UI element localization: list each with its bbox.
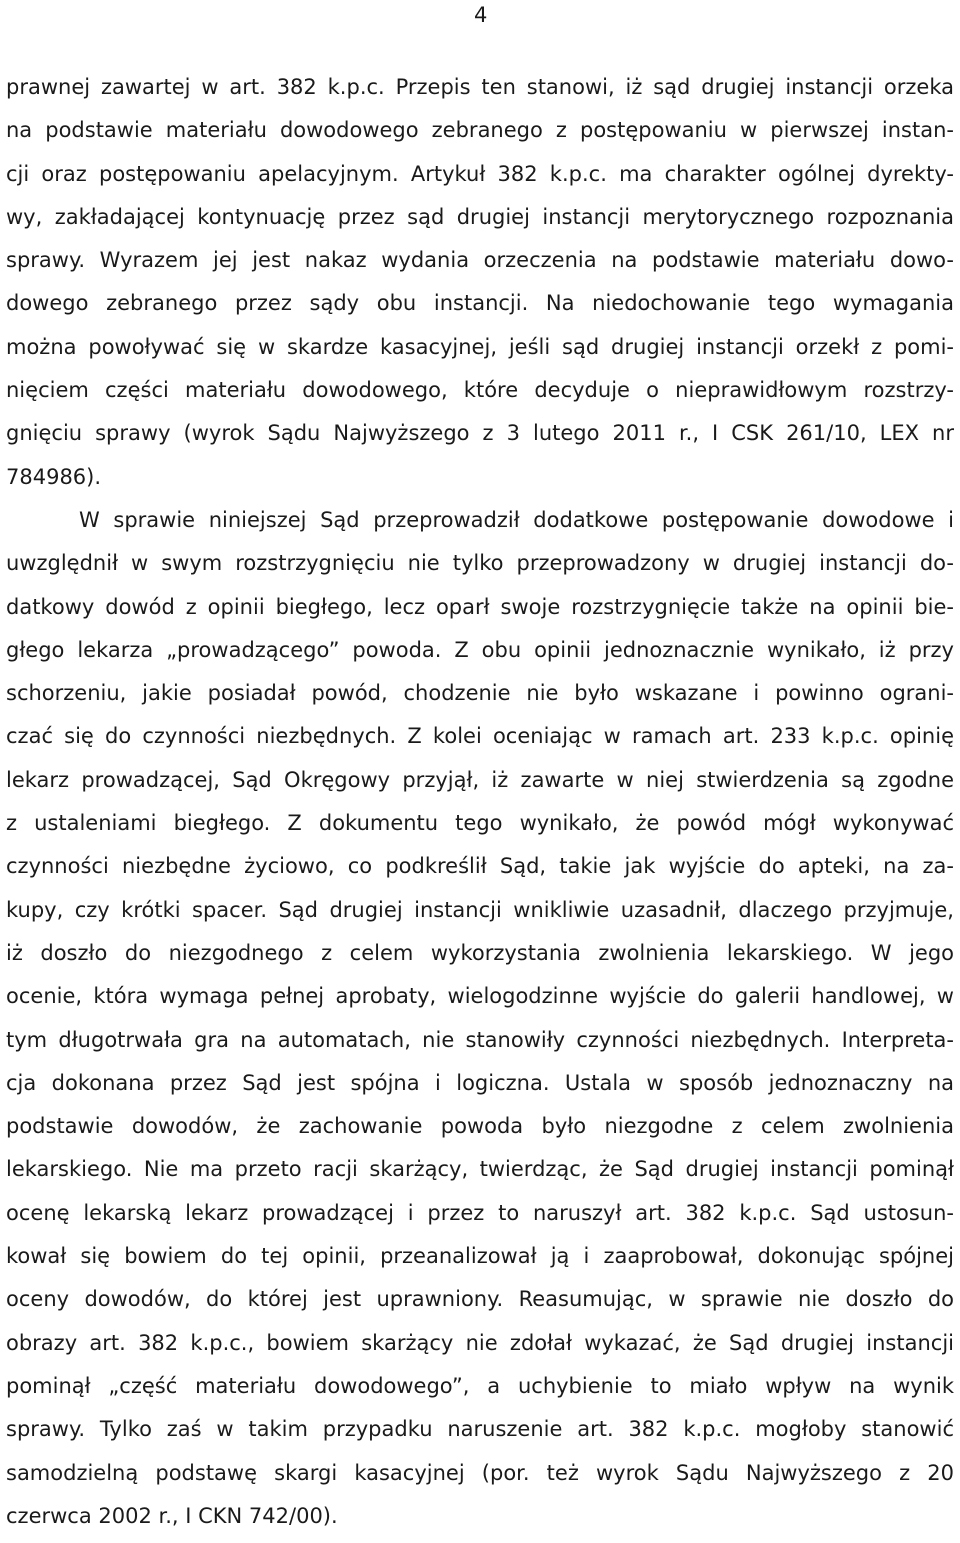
text-line: prawnej zawartej w art. 382 k.p.c. Przepis ten stanowi, iż sąd drugiej instancji orzeka [6, 75, 954, 99]
text-line: lekarz prowadzącej, Sąd Okręgowy przyjął, iż zawarte w niej stwierdzenia są zgodne [6, 767, 954, 792]
text-line: cji oraz postępowaniu apelacyjnym. Artykuł 382 k.p.c. ma charakter ogólnej dyrekty- [6, 161, 954, 186]
text-line: z ustaleniami biegłego. Z dokumentu tego wynikało, że powód mógł wykonywać [6, 811, 954, 836]
page-number: 4 [474, 3, 488, 27]
text-line: ocenie, która wymaga pełnej aprobaty, wielogodzinne wyjście do galerii handlowej, w [6, 984, 954, 1009]
text-line: czynności niezbędne życiowo, co podkreślił Sąd, takie jak wyjście do apteki, na za- [6, 854, 954, 879]
text-line: gnięciu sprawy (wyrok Sądu Najwyższego z 3 lutego 2011 r., I CSK 261/10, LEX nr [6, 421, 954, 446]
text-line: podstawie dowodów, że zachowanie powoda było niezgodne z celem zwolnienia [6, 1114, 954, 1139]
text-line: samodzielną podstawę skargi kasacyjnej (por. też wyrok Sądu Najwyższego z 20 [6, 1460, 954, 1485]
text-line: sprawy. Tylko zaś w takim przypadku naruszenie art. 382 k.p.c. mogłoby stanowić [6, 1417, 954, 1442]
text-line: datkowy dowód z opinii biegłego, lecz oparł swoje rozstrzygnięcie także na opinii bie- [6, 594, 954, 619]
text-line: sprawy. Wyrazem jej jest nakaz wydania orzeczenia na podstawie materiału dowo- [6, 248, 954, 273]
text-line: uwzględnił w swym rozstrzygnięciu nie tylko przeprowadzony w drugiej instancji do- [6, 551, 954, 576]
body-text [6, 71, 954, 1543]
text-line: oceny dowodów, do której jest uprawniony. Reasumując, w sprawie nie doszło do [6, 1287, 954, 1312]
text-line: czerwca 2002 r., I CKN 742/00). [6, 1503, 338, 1528]
text-line: 784986). [6, 464, 102, 489]
text-line: tym długotrwała gra na automatach, nie stanowiły czynności niezbędnych. Interpreta- [6, 1027, 954, 1052]
text-line: kował się bowiem do tej opinii, przeanalizował ją i zaaprobował, dokonując spójnej [6, 1244, 954, 1269]
text-line: można powoływać się w skardze kasacyjnej, jeśli sąd drugiej instancji orzekł z pomi- [6, 334, 954, 359]
text-line: iż doszło do niezgodnego z celem wykorzystania zwolnienia lekarskiego. W jego [6, 940, 954, 965]
text-line: schorzeniu, jakie posiadał powód, chodzenie nie było wskazane i powinno ograni- [6, 681, 954, 706]
text-line: cja dokonana przez Sąd jest spójna i logiczna. Ustala w sposób jednoznaczny na [6, 1070, 954, 1095]
text-line: lekarskiego. Nie ma przeto racji skarżący, twierdząc, że Sąd drugiej instancji pominął [6, 1157, 954, 1182]
text-line: dowego zebranego przez sądy obu instancji. Na niedochowanie tego wymagania [6, 291, 954, 316]
text-line: na podstawie materiału dowodowego zebranego z postępowaniu w pierwszej instan- [6, 118, 954, 143]
text-line: ocenę lekarską lekarz prowadzącej i przez to naruszył art. 382 k.p.c. Sąd ustosun- [6, 1200, 954, 1225]
text-line: nięciem części materiału dowodowego, które decyduje o nieprawidłowym rozstrzy- [6, 378, 954, 403]
text-line: obrazy art. 382 k.p.c., bowiem skarżący nie zdołał wykazać, że Sąd drugiej instancji [6, 1330, 954, 1355]
text-line: W sprawie niniejszej Sąd przeprowadził dodatkowe postępowanie dowodowe i [79, 507, 954, 532]
text-line: czać się do czynności niezbędnych. Z kolei oceniając w ramach art. 233 k.p.c. opinię [6, 724, 954, 749]
text-line: głego lekarza „prowadzącego” powoda. Z obu opinii jednoznacznie wynikało, iż przy [6, 637, 954, 662]
text-line: wy, zakładającej kontynuację przez sąd drugiej instancji merytorycznego rozpoznania [6, 204, 954, 229]
text-line: kupy, czy krótki spacer. Sąd drugiej instancji wnikliwie uzasadnił, dlaczego przyjmuje, [6, 897, 954, 922]
text-line: pominął „część materiału dowodowego”, a uchybienie to miało wpływ na wynik [6, 1373, 954, 1398]
